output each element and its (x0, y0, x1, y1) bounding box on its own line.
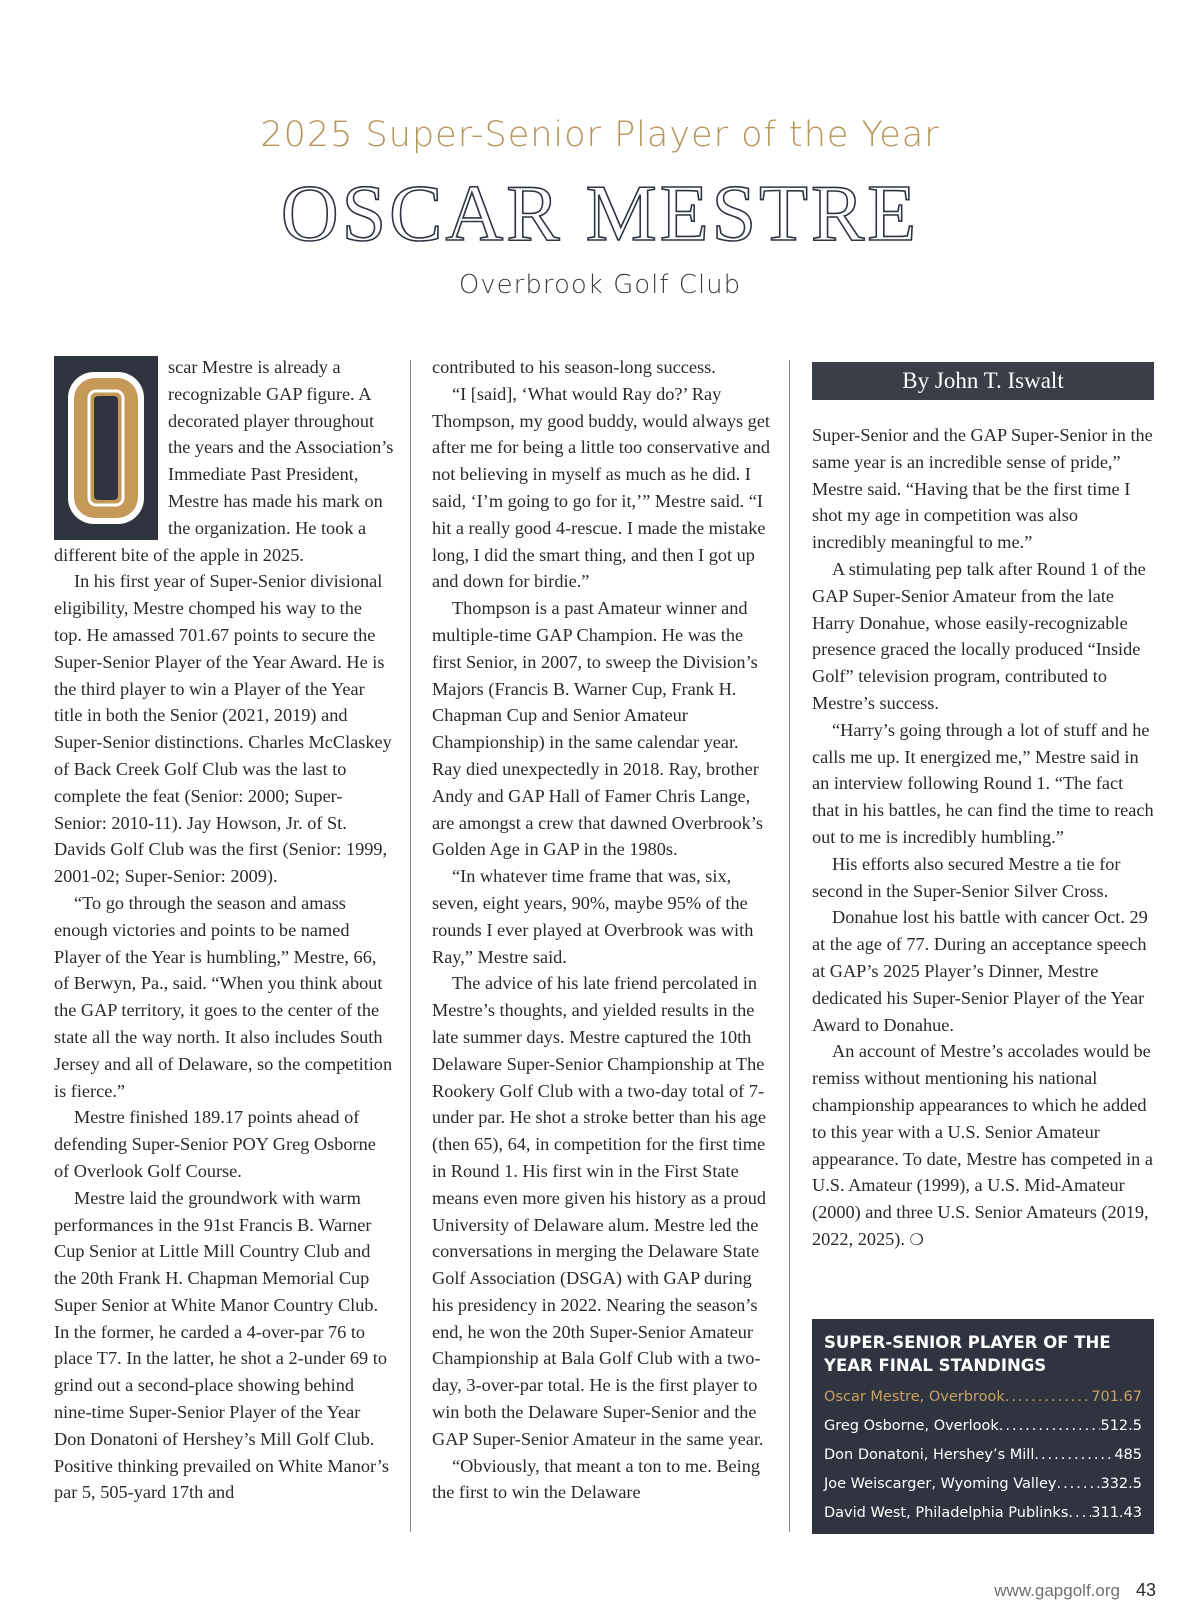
award-title: 2025 Super-Senior Player of the Year (260, 115, 940, 155)
paragraph: “Obviously, that meant a ton to me. Being the first to win the Delaware (432, 1455, 761, 1503)
standings-points: 512.5 (1100, 1418, 1142, 1434)
standings-player: Greg Osborne, Overlook (824, 1418, 999, 1434)
paragraph: Mestre finished 189.17 points ahead of defending Super-Senior POY Greg Osborne of Overlook Golf Course. (54, 1107, 376, 1181)
drop-cap-o-icon (54, 356, 158, 540)
standings-player: David West, Philadelphia Publinks (824, 1505, 1069, 1521)
paragraph: “I [said], ‘What would Ray do?’ Ray Thompson, my good buddy, would always get after me for being a little too conservative and not believing in myself as much as he did. I said, ‘I’m going to go for it,’” Mestre said. “I hit a really good 4-rescue. I made the mistake long, I did the smart thing, and then I got up and down for birdie.” (432, 383, 771, 592)
standings-title: SUPER-SENIOR PLAYER OF THE YEAR FINAL STANDINGS (824, 1333, 1111, 1375)
leader-dots (999, 1412, 1101, 1441)
leader-dots (1034, 1441, 1114, 1470)
paragraph: A stimulating pep talk after Round 1 of the GAP Super-Senior Amateur from the late Harry Donahue, whose easily-recognizable presence graced the locally produced “Inside Golf” television program, contributed to Mestre’s success. (812, 558, 1146, 713)
paragraph: His efforts also secured Mestre a tie for second in the Super-Senior Silver Cross. (812, 853, 1121, 901)
standings-row (824, 1441, 1142, 1470)
article-column-1 (54, 354, 394, 1506)
player-club: Overbrook Golf Club (458, 270, 742, 300)
paragraph: Mestre laid the groundwork with warm performances in the 91st Francis B. Warner Cup Senior at Little Mill Country Club and the 20th Frank H. Chapman Memorial Cup Super Senior at White Manor Country Club. In the former, he carded a 4-over-par 76 to place T7. In the latter, he shot a 2-under 69 to grind out a second-place showing behind nine-time Super-Senior Player of the Year Don Donatoni of Hershey’s Mill Golf Club. Positive thinking prevailed on White Manor’s par 5, 505-yard 17th and (54, 1187, 389, 1503)
column-divider (410, 360, 411, 1532)
column-divider (789, 360, 790, 1532)
page-footer (994, 1580, 1156, 1601)
paragraph-text: An account of Mestre’s accolades would be remiss without mentioning his national championship appearances to which he added to this year with a U.S. Senior Amateur appearance. To date, Mestre has competed in a U.S. Amateur (1999), a U.S. Mid-Amateur (2000) and three U.S. Senior Amateurs (2019, 2022, 2025). (812, 1041, 1154, 1249)
paragraph: The advice of his late friend percolated in Mestre’s thoughts, and yielded results in the late summer days. Mestre captured the 10th Delaware Super-Senior Championship at The Rookery Golf Club with a two-day total of 7-under par. He shot a stroke better than his age (then 65), 64, in competition for the first time in Round 1. His first win in the First State means even more given his history as a proud University of Delaware alum. Mestre led the conversations in merging the Delaware State Golf Association (DSGA) with GAP during his presidency in 2022. Nearing the season’s end, he won the 20th Super-Senior Amateur Championship at Bala Golf Club with a two-day, 3-over-par total. He is the first player to win both the Delaware Super-Senior and the GAP Super-Senior Amateur in the same year. (432, 973, 767, 1449)
leader-dots (1068, 1499, 1091, 1528)
website-link[interactable]: www.gapgolf.org (994, 1581, 1120, 1600)
end-mark-icon: ❍ (909, 1229, 924, 1249)
leader-dots (1005, 1383, 1092, 1412)
paragraph: Donahue lost his battle with cancer Oct. 29 at the age of 77. During an acceptance speech at GAP’s 2025 Player’s Dinner, Mestre dedicated his Super-Senior Player of the Year Award to Donahue. (812, 907, 1148, 1035)
paragraph: “To go through the season and amass enough victories and points to be named Player of the Year is humbling,” Mestre, 66, of Berwyn, Pa., said. “When you think about the GAP territory, it goes to the center of the state all the way north. It also includes South Jersey and all of Delaware, so the competition is fierce.” (54, 892, 393, 1101)
drop-cap (54, 356, 158, 540)
paragraph: Super-Senior and the GAP Super-Senior in the same year is an incredible sense of pride,” Mestre said. “Having that be the first time I shot my age in competition was also incredibly meaningful to me.” (812, 425, 1153, 553)
paragraph: In his first year of Super-Senior divisional eligibility, Mestre chomped his way to the top. He amassed 701.67 points to secure the Super-Senior Player of the Year Award. He is the third player to win a Player of the Year title in both the Senior (2021, 2019) and Super-Senior distinctions. Charles McClaskey of Back Creek Golf Club was the last to complete the feat (Senior: 2000; Super-Senior: 2010-11). Jay Howson, Jr. of St. Davids Golf Club was the first (Senior: 1999, 2001-02; Super-Senior: 2009). (54, 571, 392, 887)
paragraph-last (812, 1038, 1154, 1253)
standings-player: Joe Weiscarger, Wyoming Valley (824, 1476, 1057, 1492)
byline: By John T. Iswalt (812, 362, 1154, 400)
paragraph: “Harry’s going through a lot of stuff and he calls me up. It energized me,” Mestre said in an interview following Round 1. “The fact that in his battles, he can find the time to reach out to me is incredibly humbling.” (812, 719, 1154, 847)
standings-points: 701.67 (1091, 1389, 1142, 1405)
leader-dots (1056, 1470, 1100, 1499)
paragraph: scar Mestre is already a recognizable GAP figure. A decorated player throughout the years and the Association’s Immediate Past President, Mestre has made his mark on the organization. He took a different bite of the apple in 2025. (54, 357, 394, 565)
paragraph: Thompson is a past Amateur winner and multiple-time GAP Champion. He was the first Senior, in 2007, to sweep the Division’s Majors (Francis B. Warner Cup, Frank H. Chapman Cup and Senior Amateur Championship) in the same calendar year. Ray died unexpectedly in 2018. Ray, brother Andy and GAP Hall of Famer Chris Lange, are amongst a crew that dawned Overbrook’s Golden Age in GAP in the 1980s. (432, 598, 763, 860)
article-column-2 (432, 354, 772, 1506)
player-name: OSCAR MESTRE (280, 170, 920, 258)
standings-box (812, 1319, 1154, 1534)
standings-row (824, 1499, 1142, 1528)
drop-cap-letter (54, 356, 55, 357)
page-number: 43 (1135, 1580, 1156, 1600)
standings-player: Don Donatoni, Hershey’s Mill (824, 1447, 1035, 1463)
article-column-3 (812, 422, 1154, 1254)
standings-player: Oscar Mestre, Overbrook (824, 1389, 1005, 1405)
standings-row (824, 1412, 1142, 1441)
standings-row (824, 1470, 1142, 1499)
standings-points: 332.5 (1100, 1476, 1142, 1492)
standings-points: 485 (1114, 1447, 1142, 1463)
standings-points: 311.43 (1091, 1505, 1142, 1521)
article-header (0, 110, 1200, 300)
standings-row (824, 1383, 1142, 1412)
paragraph: contributed to his season-long success. (432, 357, 716, 377)
paragraph: “In whatever time frame that was, six, seven, eight years, 90%, maybe 95% of the rounds I ever played at Overbrook was with Ray,” Mestre said. (432, 866, 754, 967)
